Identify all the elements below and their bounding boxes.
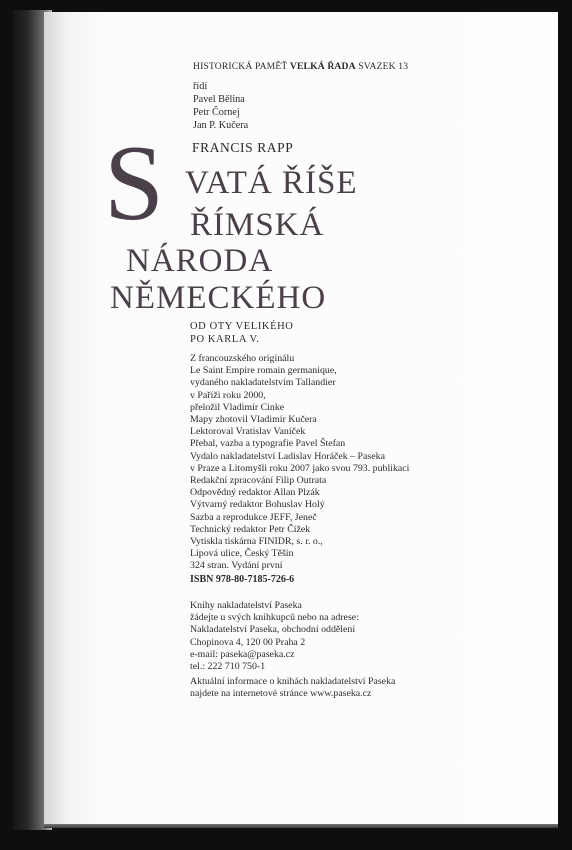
title-line: NÁRODA [126,243,274,279]
editor-name: Petr Čornej [193,107,240,118]
editors-label: řídí [193,81,208,92]
imprint-line: Technický redaktor Petr Čížek [190,523,311,535]
contact-line: žádejte u svých knihkupců nebo na adrese: [190,612,359,624]
editor-name: Jan P. Kučera [193,120,249,131]
editor-name: Pavel Bělina [193,94,245,105]
imprint-line: Lipová ulice, Český Těšín [190,548,294,560]
imprint-line: Výtvarný redaktor Bohuslav Holý [190,499,325,511]
imprint-line: Vydalo nakladatelství Ladislav Horáček – Paseka [190,450,385,462]
imprint-line: Redakční zpracování Filip Outrata [190,475,327,487]
editors-block [193,80,248,132]
imprint-line: Vytiskla tiskárna FINIDR, s. r. o., [190,536,323,548]
info-line: najdete na internetové stránce www.paseka.cz [190,688,372,700]
imprint-line: v Paříži roku 2000, [190,389,266,401]
imprint-line: přeložil Vladimír Cinke [190,401,285,413]
title-line: NĚMECKÉHO [110,280,327,316]
contact-line: Nakladatelství Paseka, obchodní oddělení [190,624,356,636]
contact-line: Chopinova 4, 120 00 Praha 2 [190,636,306,648]
series-volume: SVAZEK 13 [358,61,409,72]
imprint-line: Z francouzského originálu [190,353,295,364]
imprint-block [190,353,409,573]
imprint-line: Le Saint Empire romain germanique, [190,365,337,377]
imprint-line: Přebal, vazba a typografie Pavel Štefan [190,438,346,450]
contact-email: e-mail: paseka@paseka.cz [190,648,295,660]
info-block [190,676,395,700]
series-line [193,61,408,72]
imprint-line: 324 stran. Vydání první [190,560,283,572]
contact-phone: tel.: 222 710 750-1 [190,661,266,673]
contact-block [190,600,359,673]
series-prefix: HISTORICKÁ PAMĚŤ [193,61,288,72]
info-line: Aktuální informace o knihách nakladatelství Paseka [190,676,396,687]
imprint-line: vydaného nakladatelstvím Tallandier [190,377,336,389]
contact-line: Knihy nakladatelství Paseka [190,600,302,611]
imprint-line: Odpovědný redaktor Allan Plzák [190,487,320,499]
title-initial: S [104,124,165,243]
author-name: FRANCIS RAPP [192,140,294,155]
subtitle [190,320,294,346]
imprint-line: v Praze a Litomyšli roku 2007 jako svou 793. publikaci [190,462,410,474]
title-line: VATÁ ŘÍŠE [185,165,358,201]
imprint-line: Sazba a reprodukce JEFF, Jeneč [190,511,317,523]
subtitle-line: PO KARLA V. [190,334,260,345]
subtitle-line: OD OTY VELIKÉHO [190,321,294,332]
title-line: ŘÍMSKÁ [190,207,325,243]
series-name: VELKÁ ŘADA [289,61,356,72]
isbn: ISBN 978-80-7185-726-6 [190,574,295,585]
imprint-line: Lektoroval Vratislav Vaníček [190,426,306,438]
imprint-line: Mapy zhotovil Vladimír Kučera [190,414,317,426]
